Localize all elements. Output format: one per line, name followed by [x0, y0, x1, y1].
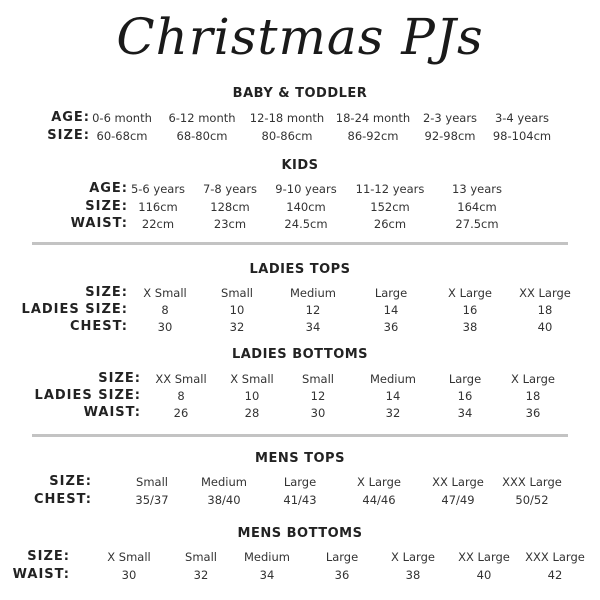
ladies-bottoms-heading: LADIES BOTTOMS [231, 347, 369, 362]
kids-size-cell: 116cm [138, 200, 178, 214]
mens-tops-size-label: SIZE: [49, 474, 92, 489]
ladies-tops-chest-label: CHEST: [69, 319, 128, 334]
ladies-bottoms-ladies-size-cell: 10 [244, 389, 260, 403]
mens-bottoms-size-cell: Small [185, 550, 217, 564]
kids-size-cell: 152cm [370, 200, 410, 214]
kids-age-cell: 9-10 years [275, 182, 337, 196]
ladies-tops-ladies-size-cell: 14 [383, 303, 399, 317]
ladies-tops-chest-cell: 36 [383, 320, 399, 334]
baby-size-cell: 92-98cm [424, 129, 476, 143]
ladies-bottoms-waist-cell: 32 [385, 406, 401, 420]
ladies-bottoms-waist-cell: 28 [244, 406, 260, 420]
ladies-tops-ladies-size-label: LADIES SIZE: [21, 302, 128, 317]
kids-heading: KIDS [281, 158, 319, 173]
section-divider [32, 434, 568, 437]
ladies-bottoms-ladies-size-label: LADIES SIZE: [34, 388, 141, 403]
ladies-tops-chest-cell: 32 [229, 320, 245, 334]
kids-age-cell: 13 years [452, 182, 502, 196]
baby-age-cell: 12-18 month [249, 111, 325, 125]
mens-tops-chest-cell: 35/37 [135, 493, 169, 507]
kids-waist-cell: 24.5cm [284, 217, 328, 231]
baby-size-cell: 60-68cm [96, 129, 148, 143]
ladies-tops-ladies-size-cell: 16 [462, 303, 478, 317]
mens-tops-size-cell: XX Large [432, 475, 484, 489]
kids-size-cell: 164cm [457, 200, 497, 214]
kids-age-cell: 5-6 years [130, 182, 186, 196]
baby-size-cell: 68-80cm [176, 129, 228, 143]
ladies-tops-heading: LADIES TOPS [249, 262, 351, 277]
mens-bottoms-size-label: SIZE: [27, 549, 70, 564]
ladies-tops-ladies-size-cell: 10 [229, 303, 245, 317]
mens-bottoms-waist-cell: 38 [405, 568, 421, 582]
ladies-bottoms-waist-cell: 34 [457, 406, 473, 420]
kids-waist-label: WAIST: [70, 216, 128, 231]
ladies-bottoms-waist-cell: 26 [173, 406, 189, 420]
mens-tops-chest-cell: 41/43 [283, 493, 317, 507]
ladies-tops-ladies-size-cell: 8 [161, 303, 169, 317]
mens-tops-size-cell: Large [283, 475, 317, 489]
mens-bottoms-waist-cell: 30 [121, 568, 137, 582]
ladies-tops-size-cell: Medium [290, 286, 336, 300]
mens-bottoms-heading: MENS BOTTOMS [237, 526, 363, 541]
baby-age-cell: 18-24 month [335, 111, 411, 125]
ladies-tops-chest-cell: 40 [537, 320, 553, 334]
ladies-bottoms-ladies-size-cell: 12 [310, 389, 326, 403]
ladies-bottoms-ladies-size-cell: 18 [525, 389, 541, 403]
ladies-tops-size-cell: Large [374, 286, 408, 300]
kids-size-cell: 140cm [286, 200, 326, 214]
baby-size-cell: 98-104cm [492, 129, 552, 143]
mens-bottoms-size-cell: XXX Large [525, 550, 585, 564]
ladies-bottoms-size-label: SIZE: [98, 371, 141, 386]
ladies-tops-size-label: SIZE: [85, 285, 128, 300]
mens-tops-chest-label: CHEST: [33, 492, 92, 507]
baby-age-cell: 2-3 years [422, 111, 478, 125]
mens-tops-chest-cell: 47/49 [441, 493, 475, 507]
ladies-tops-chest-cell: 30 [157, 320, 173, 334]
ladies-bottoms-ladies-size-cell: 8 [177, 389, 185, 403]
mens-bottoms-waist-cell: 32 [193, 568, 209, 582]
kids-waist-cell: 23cm [213, 217, 247, 231]
baby-age-cell: 6-12 month [168, 111, 236, 125]
mens-bottoms-waist-label: WAIST: [12, 567, 70, 582]
page-title: Christmas PJs [116, 8, 484, 66]
baby-size-label: SIZE: [47, 128, 90, 143]
ladies-bottoms-waist-label: WAIST: [83, 405, 141, 420]
kids-size-cell: 128cm [210, 200, 250, 214]
mens-tops-size-cell: X Large [357, 475, 401, 489]
kids-waist-cell: 27.5cm [455, 217, 499, 231]
kids-waist-cell: 26cm [373, 217, 407, 231]
mens-tops-heading: MENS TOPS [255, 451, 345, 466]
mens-tops-chest-cell: 50/52 [515, 493, 549, 507]
kids-age-cell: 7-8 years [202, 182, 258, 196]
mens-bottoms-size-cell: XX Large [458, 550, 510, 564]
mens-bottoms-waist-cell: 42 [547, 568, 563, 582]
ladies-tops-ladies-size-cell: 18 [537, 303, 553, 317]
mens-bottoms-size-cell: Medium [244, 550, 290, 564]
kids-age-label: AGE: [89, 181, 128, 196]
ladies-tops-ladies-size-cell: 12 [305, 303, 321, 317]
ladies-tops-size-cell: XX Large [519, 286, 571, 300]
ladies-bottoms-waist-cell: 36 [525, 406, 541, 420]
baby-size-cell: 86-92cm [347, 129, 399, 143]
mens-bottoms-waist-cell: 40 [476, 568, 492, 582]
ladies-tops-chest-cell: 34 [305, 320, 321, 334]
kids-size-label: SIZE: [85, 199, 128, 214]
baby-age-cell: 0-6 month [92, 111, 152, 125]
ladies-bottoms-waist-cell: 30 [310, 406, 326, 420]
baby-age-label: AGE: [51, 110, 90, 125]
baby-age-cell: 3-4 years [494, 111, 550, 125]
mens-tops-size-cell: Medium [201, 475, 247, 489]
mens-bottoms-size-cell: X Large [391, 550, 435, 564]
baby-toddler-heading: BABY & TODDLER [232, 86, 368, 101]
mens-tops-size-cell: XXX Large [502, 475, 562, 489]
ladies-tops-chest-cell: 38 [462, 320, 478, 334]
ladies-bottoms-size-cell: Large [448, 372, 482, 386]
ladies-bottoms-size-cell: Medium [370, 372, 416, 386]
ladies-bottoms-size-cell: XX Small [155, 372, 207, 386]
baby-size-cell: 80-86cm [261, 129, 313, 143]
mens-tops-chest-cell: 44/46 [362, 493, 396, 507]
ladies-bottoms-size-cell: Small [302, 372, 334, 386]
ladies-bottoms-size-cell: X Large [511, 372, 555, 386]
ladies-bottoms-ladies-size-cell: 16 [457, 389, 473, 403]
mens-bottoms-waist-cell: 36 [334, 568, 350, 582]
ladies-bottoms-size-cell: X Small [230, 372, 274, 386]
kids-age-cell: 11-12 years [355, 182, 425, 196]
ladies-tops-size-cell: X Small [143, 286, 187, 300]
mens-bottoms-waist-cell: 34 [259, 568, 275, 582]
mens-tops-chest-cell: 38/40 [207, 493, 241, 507]
section-divider [32, 242, 568, 245]
mens-bottoms-size-cell: Large [325, 550, 359, 564]
mens-tops-size-cell: Small [136, 475, 168, 489]
ladies-tops-size-cell: Small [221, 286, 253, 300]
ladies-tops-size-cell: X Large [448, 286, 492, 300]
ladies-bottoms-ladies-size-cell: 14 [385, 389, 401, 403]
kids-waist-cell: 22cm [141, 217, 175, 231]
mens-bottoms-size-cell: X Small [107, 550, 151, 564]
